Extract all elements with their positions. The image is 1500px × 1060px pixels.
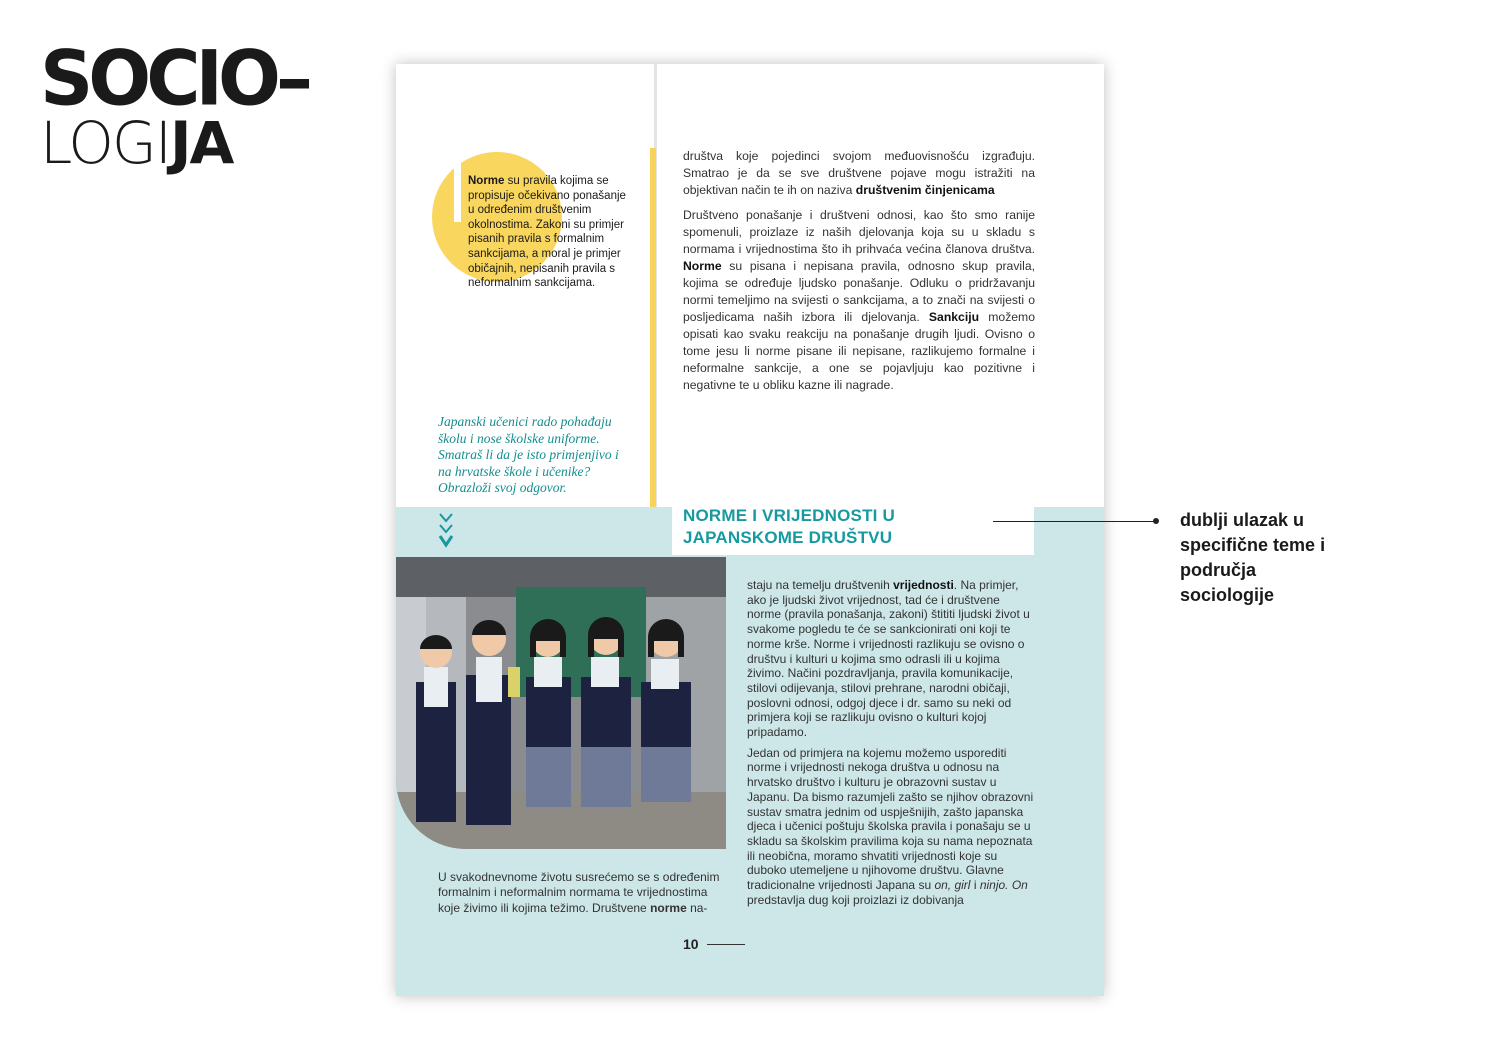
bold-term: norme	[650, 900, 687, 915]
logo-bold-part: JA	[169, 109, 233, 177]
paragraph-text: društva koje pojedinci svojom međuovisnošću izgrađuju. Smatrao je da se sve društvene pojave mogu istražiti na objektivan način te ih on naziva	[683, 149, 1035, 197]
bold-term: vrijednosti	[893, 578, 954, 592]
yellow-accent-bar	[650, 148, 656, 508]
norms-definition-box	[468, 174, 628, 291]
paragraph-text: na-	[686, 900, 708, 915]
middle-text-column	[747, 578, 1037, 913]
callout-pointer-dot	[1153, 518, 1159, 524]
paragraph-text: staju na temelju društvenih	[747, 578, 894, 592]
chevron-down-icon	[438, 511, 460, 551]
bottom-left-paragraph	[438, 870, 728, 916]
paragraph	[747, 578, 1037, 740]
italic-term: ninjo. On	[979, 878, 1028, 893]
bracket-decoration	[454, 160, 461, 222]
paragraph	[683, 148, 1035, 199]
paragraph	[747, 746, 1037, 908]
paragraph	[683, 207, 1035, 394]
paragraph-text: i	[970, 878, 980, 893]
section-heading: NORME I VRIJEDNOSTI U JAPANSKOME DRUŠTVU	[683, 506, 896, 547]
paragraph-text: U svakodnevnome životu susrećemo se s određenim formalnim i neformalnim normama te vrijednostima koje živimo ili kojima težimo. Društvene	[438, 870, 720, 915]
definition-text: su pravila kojima se propisuje očekivano ponašanje u određenim društvenim okolnostima. Zakoni su primjer pisanih pravila s formalnim sankcijama, a moral je primjer običajnih, nepisanih pravila s neformalnim sankcijama.	[468, 175, 626, 290]
book-page	[396, 64, 1104, 996]
page-number: 10	[683, 936, 699, 952]
paragraph-text: Društveno ponašanje i društveni odnosi, kao što smo ranije spomenuli, proizlaze iz naših djelovanja koja su u skladu s normama i vrijednostima što ih prihvaća većina članova društva.	[683, 208, 1035, 256]
callout-annotation: dublji ulazak u specifične teme i područja sociologije	[1180, 510, 1326, 605]
paragraph-text: . Na primjer, ako je ljudski život vrijednost, tad će i društvene norme (pravila ponašanja, zakoni) štititi ljudski život u svakome pogledu te će se sankcionirati oni koji te norme krše. Norme i vrijednosti razlikuju se ovisno o društvu i kulturi u kojima smo odrasli ili u kojima živimo. Načini pozdravljanja, pravila komunikacije, stilovi odijevanja, stilovi prehrane, narodni običaji, poslovni odnosi, odgoj djece i dr. samo su neki od primjera koji se razlikuju ovisno o kulturi kojoj pripadamo.	[747, 578, 1030, 740]
paragraph-text: Jedan od primjera na kojemu možemo usporediti norme i vrijednosti nekoga društva u odnosu na hrvatsko društvo i kulturu je obrazovni sustav u Japanu. Da bismo razumjeli zašto se njihov obrazovni sustav smatra jednim od uspješnijih, zašto japanska djeca i učenici poštuju školska pravila i ponašaju se u skladu sa školskim pravilima koja su nama nepoznata ili neobična, moramo shvatiti vrijednosti koje su duboko utemeljene u njihovome društvu. Glavne tradicionalne vrijednosti Japana su	[747, 745, 1034, 893]
students-photo	[396, 557, 726, 849]
logo-line-1: SOCIO–	[40, 35, 308, 123]
discussion-question: Japanski učenici rado pohađaju školu i nose školske uniforme. Smatraš li da je isto primjenjivo i na hrvatske škole i učenike? Obrazloži svoj odgovor.	[438, 414, 619, 496]
logo-light-part: LOGI	[40, 109, 170, 177]
definition-term: Norme	[468, 175, 505, 187]
paragraph-text: predstavlja dug koji proizlazi iz dobivanja	[747, 892, 964, 907]
callout-pointer-line	[993, 521, 1155, 522]
paragraph-text: su pisana i nepisana pravila, odnosno skup pravila, kojima se određuje ljudsko ponašanje. Odluku o pridržavanju normi temeljimo na svijesti o sankcijama, a to znači na svijesti o posljedicama naših izbora ili djelovanja.	[683, 259, 1035, 324]
bold-term: Sankciju	[928, 310, 980, 324]
paragraph-text: možemo opisati kao svaku reakciju na ponašanje drugih ljudi. Ovisno o tome jesu li norme pisane ili nepisane, razlikujemo formalne i neformalne sankcije, a one se pojavljuju kao pozitivne i negativne te u obliku kazne ili nagrade.	[683, 310, 1035, 392]
sociologija-logo	[40, 35, 308, 177]
bold-term: Norme	[683, 259, 722, 273]
page-number-rule	[707, 944, 745, 945]
italic-term: on, girl	[934, 878, 971, 893]
right-text-column	[683, 148, 1035, 402]
bold-term: društvenim činjenicama	[855, 183, 995, 197]
